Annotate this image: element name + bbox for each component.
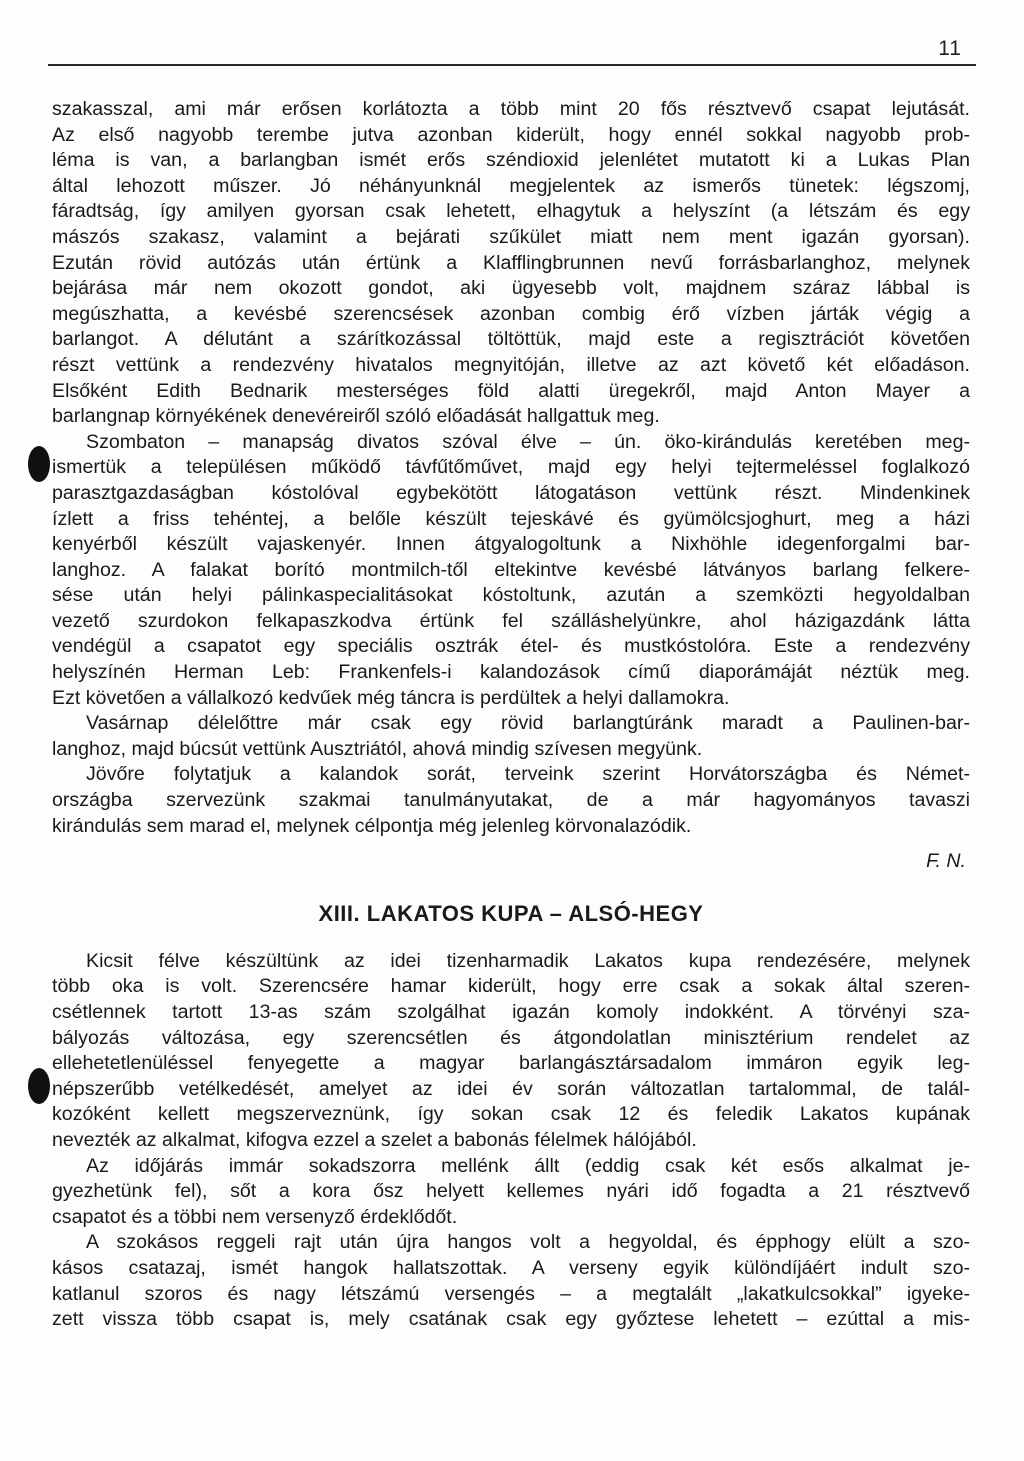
text-line: Elsőként Edith Bednarik mesterséges föld alatti üregekről, majd Anton Mayer a: [52, 379, 970, 402]
text-line: kásos csatazaj, ismét hangok hallatszottak. A verseny egyik különdíjáért indult szo-: [52, 1256, 970, 1279]
text-line: vendégül a csapatot egy speciális osztrák étel- és mustkóstolóra. Este a rendezvény: [52, 635, 970, 658]
text-line: langhoz, majd búcsút vettünk Ausztriától, ahová mindig szívesen megyünk.: [52, 737, 703, 760]
text-line: ismertük a településen működő távfűtőművet, majd egy helyi tejtermeléssel foglalkozó: [52, 456, 970, 479]
text-line: szakasszal, ami már erősen korlátozta a több mint 20 fős résztvevő csapat lejutását.: [52, 98, 970, 120]
text-line: Vasárnap délelőttre már csak egy rövid barlangtúránk maradt a Paulinen-bar-: [86, 712, 970, 735]
text-line: Az időjárás immár sokadszorra mellénk állt (eddig csak két esős alkalmat je-: [86, 1154, 970, 1177]
text-line: kozóként kellett megszerveznünk, így sokan csak 12 és feledik Lakatos kupának: [52, 1103, 970, 1126]
text-line: nevezték az alkalmat, kifogva ezzel a szelet a babonás félelmek hálójából.: [52, 1128, 697, 1151]
text-line: kenyérből készült vajaskenyér. Innen átgyalogoltunk a Nixhöhle idegenforgalmi bar-: [52, 533, 970, 556]
paragraph: [52, 1154, 970, 1231]
paragraph: [52, 949, 970, 1154]
text-line: ellehetetlenüléssel fenyegette a magyar barlangásztársadalom immáron egyik leg-: [52, 1052, 970, 1075]
paragraph: [52, 762, 970, 839]
text-line: bályozás változása, egy szerencsétlen és átgondolatlan minisztérium rendelet az: [52, 1026, 970, 1049]
text-line: katlanul szoros és nagy létszámú versengés – a megtalált „lakatkulcsokkal” igyeke-: [52, 1282, 970, 1305]
text-line: parasztgazdaságban kóstolóval egybekötött látogatáson vettünk részt. Mindenkinek: [52, 481, 970, 504]
binder-hole-mark: [28, 1068, 50, 1104]
text-line: bejárása már nem okozott gondot, aki ügyesebb volt, majdnem száraz lábbal is: [52, 277, 970, 300]
text-line: mászós szakasz, valamint a bejárati szűkület miatt nem ment igazán gyorsan).: [52, 225, 970, 248]
text-line: csétlennek tartott 13-as szám szolgálhat igazán komoly indokként. A törvényi sza-: [52, 1001, 970, 1023]
text-line: léma is van, a barlangban ismét erős széndioxid jelenlétet mutatott ki a Lukas Plan: [52, 149, 970, 172]
text-line: Jövőre folytatjuk a kalandok sorát, terveink szerint Horvátországba és Német-: [86, 763, 970, 786]
text-line: csapatot és a többi nem versenyző érdeklődőt.: [52, 1205, 458, 1228]
text-line: barlangnap környékének denevéreiről szóló előadását hallgattuk meg.: [52, 405, 660, 428]
text-line: ízlett a friss tehéntej, a belőle készült tejeskávé és gyümölcsjoghurt, meg a házi: [52, 507, 970, 530]
text-line: Ezt követően a vállalkozó kedvűek még táncra is perdültek a helyi dallamokra.: [52, 686, 730, 709]
text-line: kirándulás sem marad el, melynek célpontja még jelenleg körvonalazódik.: [52, 814, 692, 837]
paragraph: [52, 97, 970, 430]
paragraph: [52, 1230, 970, 1332]
text-line: zett vissza több csapat is, mely csatának csak egy győztese lehetett – ezúttal a mis-: [52, 1308, 970, 1331]
author-signature: F. N.: [926, 850, 966, 873]
text-line: Kicsit félve készültünk az idei tizenharmadik Lakatos kupa rendezésére, melynek: [86, 949, 970, 972]
text-line: által lehozott műszer. Jó néhányunknál megjelentek az ismerős tünetek: légszomj,: [52, 174, 970, 197]
text-line: országba szervezünk szakmai tanulmányutakat, de a már hagyományos tavaszi: [52, 789, 970, 812]
text-line: helyszínén Herman Leb: Frankenfels-i kalandozások című diaporámáját néztük meg.: [52, 661, 970, 684]
body-text: [52, 97, 970, 1333]
text-line: langhoz. A falakat borító montmilch-től eltekintve kevésbé látványos barlang felkere-: [52, 558, 970, 581]
text-line: gyezhetünk fel), sőt a kora ősz helyett kellemes nyári idő fogadta a 21 résztvevő: [52, 1180, 970, 1203]
text-line: sése után helyi pálinkaspecialitásokat kóstoltunk, azután a szemközti hegyoldalban: [52, 584, 970, 607]
text-line: A szokásos reggeli rajt után újra hangos volt a hegyoldal, és épphogy elült a szo-: [86, 1231, 970, 1254]
text-line: Ezután rövid autózás után értünk a Klafflingbrunnen nevű forrásbarlanghoz, melynek: [52, 251, 970, 274]
paragraph: [52, 430, 970, 712]
text-line: vezető szurdokon felkapaszkodva értünk fel szálláshelyünkre, ahol házigazdánk látta: [52, 609, 970, 632]
text-line: Az első nagyobb terembe jutva azonban kiderült, hogy ennél sokkal nagyobb prob-: [52, 123, 970, 146]
text-line: népszerűbb vetélkedését, amelyet az idei év során változatlan tartalommal, de talál-: [52, 1077, 970, 1100]
text-line: részt vettünk a rendezvény hivatalos megnyitóján, illetve az azt követő két előadáson.: [52, 353, 970, 376]
text-line: több oka is volt. Szerencsére hamar kiderült, hogy erre csak a sokak által szeren-: [52, 975, 970, 998]
binder-hole-mark: [28, 446, 50, 482]
header-rule: [48, 64, 976, 66]
text-line: barlangot. A délutánt a szárítkozással töltöttük, majd este a regisztrációt követően: [52, 328, 970, 351]
page-number: 11: [938, 37, 962, 60]
text-line: fáradtság, így amilyen gyorsan csak lehetett, elhagytuk a helyszínt (a létszám és egy: [52, 200, 970, 223]
text-line: Szombaton – manapság divatos szóval élve – ún. öko-kirándulás keretében meg-: [86, 430, 970, 453]
section-heading: XIII. LAKATOS KUPA – ALSÓ-HEGY: [318, 900, 704, 926]
paragraph: [52, 711, 970, 762]
text-line: megúszhatta, a kevésbé szerencsések azonban combig érő vízben járták végig a: [52, 302, 970, 325]
